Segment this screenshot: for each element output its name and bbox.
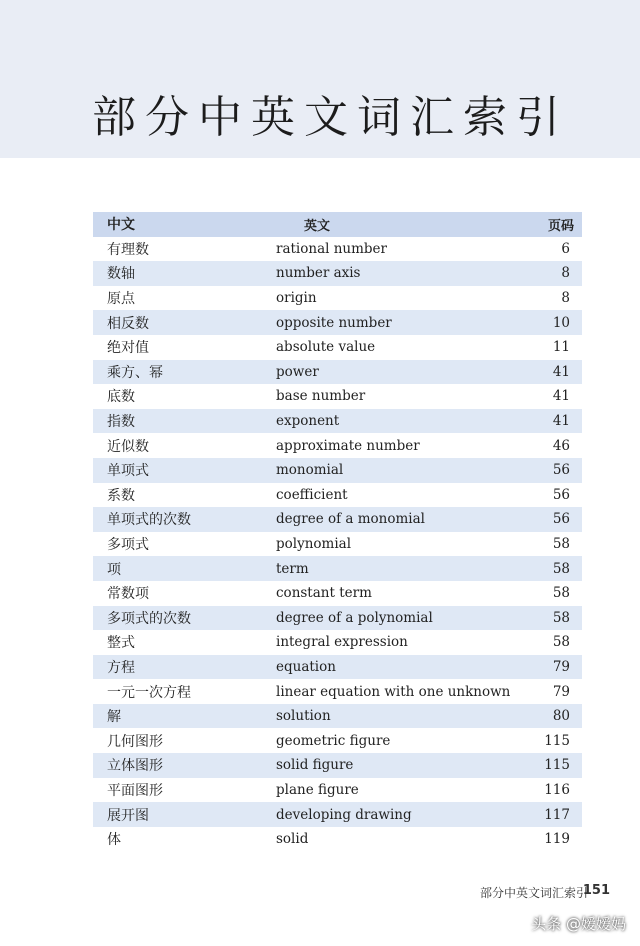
- table-row: [93, 409, 582, 434]
- term-chinese: 绝对值: [107, 340, 149, 357]
- term-english: base number: [276, 388, 366, 405]
- term-english: degree of a monomial: [276, 511, 425, 528]
- term-page: 115: [544, 732, 570, 749]
- table-row: [93, 433, 582, 458]
- term-page: 56: [552, 486, 570, 503]
- table-row: [93, 802, 582, 827]
- footer-running-title: 部分中英文词汇索引: [479, 886, 588, 900]
- term-chinese: 常数项: [107, 586, 149, 603]
- term-english: geometric figure: [276, 732, 391, 749]
- term-chinese: 单项式: [107, 463, 149, 480]
- term-page: 46: [552, 437, 570, 454]
- term-page: 58: [552, 634, 570, 651]
- page-title: 部分中英文词汇索引: [92, 92, 569, 143]
- term-page: 8: [561, 290, 570, 307]
- term-page: 10: [552, 314, 570, 331]
- term-english: equation: [276, 658, 336, 675]
- table-row: [93, 335, 582, 360]
- term-chinese: 指数: [107, 414, 135, 431]
- term-english: coefficient: [276, 486, 348, 503]
- term-page: 58: [552, 560, 570, 577]
- table-row: [93, 483, 582, 508]
- table-row: [93, 679, 582, 704]
- table-row: [93, 286, 582, 311]
- term-english: rational number: [276, 240, 387, 257]
- table-row: [93, 606, 582, 631]
- table-row: [93, 310, 582, 335]
- term-chinese: 项: [107, 561, 121, 578]
- term-english: number axis: [276, 265, 361, 282]
- term-chinese: 单项式的次数: [107, 512, 191, 529]
- term-chinese: 方程: [107, 659, 135, 676]
- table-row: [93, 728, 582, 753]
- column-header-english: 英文: [304, 218, 331, 234]
- table-body: [93, 237, 582, 852]
- term-page: 6: [561, 240, 570, 257]
- term-chinese: 一元一次方程: [107, 684, 191, 701]
- term-chinese: 多项式的次数: [107, 610, 191, 627]
- table-row: [93, 581, 582, 606]
- table-row: [93, 778, 582, 803]
- term-english: degree of a polynomial: [276, 609, 433, 626]
- term-english: solution: [276, 708, 331, 725]
- term-english: absolute value: [276, 339, 376, 356]
- column-header-page: 页码: [547, 218, 574, 234]
- term-english: term: [276, 560, 309, 577]
- term-page: 119: [544, 831, 570, 848]
- term-english: exponent: [276, 413, 340, 430]
- term-page: 56: [552, 511, 570, 528]
- term-chinese: 乘方、幂: [107, 364, 163, 381]
- table-row: [93, 827, 582, 852]
- term-english: developing drawing: [276, 806, 412, 823]
- term-english: power: [276, 363, 319, 380]
- term-page: 8: [561, 265, 570, 282]
- table-row: [93, 360, 582, 385]
- term-chinese: 多项式: [107, 537, 149, 554]
- table-row: [93, 261, 582, 286]
- term-page: 41: [552, 363, 570, 380]
- watermark: 头条 @嫒嫒妈: [531, 915, 626, 933]
- term-page: 116: [544, 781, 570, 798]
- term-page: 79: [552, 683, 570, 700]
- term-chinese: 平面图形: [107, 782, 163, 799]
- term-chinese: 数轴: [107, 266, 135, 283]
- term-chinese: 相反数: [107, 315, 149, 332]
- term-english: monomial: [276, 462, 344, 479]
- table-row: [93, 655, 582, 680]
- term-english: integral expression: [276, 634, 408, 651]
- term-page: 58: [552, 536, 570, 553]
- term-chinese: 有理数: [107, 241, 149, 258]
- term-english: linear equation with one unknown: [276, 683, 511, 700]
- table-row: [93, 237, 582, 262]
- term-chinese: 立体图形: [107, 758, 163, 775]
- term-page: 115: [544, 757, 570, 774]
- term-page: 117: [544, 806, 570, 823]
- term-chinese: 近似数: [107, 438, 149, 455]
- term-chinese: 原点: [107, 291, 135, 308]
- table-row: [93, 384, 582, 409]
- table-row: [93, 507, 582, 532]
- table-row: [93, 458, 582, 483]
- column-header-chinese: 中文: [107, 217, 135, 234]
- term-page: 79: [552, 658, 570, 675]
- footer-page-number: 151: [582, 883, 610, 898]
- term-english: opposite number: [276, 314, 392, 331]
- term-chinese: 系数: [107, 487, 135, 504]
- term-page: 11: [552, 339, 570, 356]
- term-page: 41: [552, 413, 570, 430]
- table-row: [93, 753, 582, 778]
- term-page: 41: [552, 388, 570, 405]
- term-english: origin: [276, 290, 317, 307]
- term-english: plane figure: [276, 781, 359, 798]
- term-chinese: 整式: [107, 635, 135, 652]
- vocabulary-index-table: [93, 212, 582, 851]
- term-chinese: 展开图: [107, 807, 149, 824]
- table-row: [93, 630, 582, 655]
- table-row: [93, 532, 582, 557]
- term-english: polynomial: [276, 536, 352, 553]
- term-chinese: 底数: [107, 389, 135, 406]
- term-english: approximate number: [276, 437, 420, 454]
- term-page: 80: [552, 708, 570, 725]
- table-header-row: [93, 212, 582, 237]
- term-english: solid figure: [276, 757, 354, 774]
- term-page: 56: [552, 462, 570, 479]
- term-chinese: 解: [107, 709, 121, 726]
- term-page: 58: [552, 609, 570, 626]
- table-row: [93, 556, 582, 581]
- term-english: constant term: [276, 585, 372, 602]
- term-chinese: 几何图形: [107, 733, 163, 750]
- term-page: 58: [552, 585, 570, 602]
- term-chinese: 体: [107, 832, 121, 849]
- table-row: [93, 704, 582, 729]
- term-english: solid: [276, 831, 309, 848]
